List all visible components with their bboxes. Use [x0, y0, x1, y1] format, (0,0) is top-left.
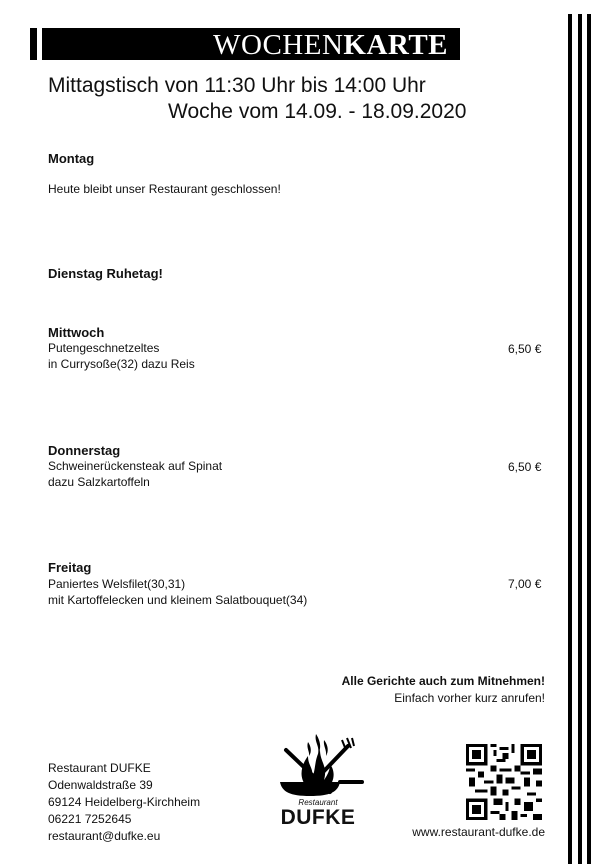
week-range: Woche vom 14.09. - 18.09.2020	[168, 100, 467, 123]
restaurant-name: Restaurant DUFKE	[48, 761, 151, 775]
takeaway-headline: Alle Gerichte auch zum Mitnehmen!	[341, 674, 545, 688]
day-heading-friday: Freitag	[48, 560, 92, 575]
decorative-stripe	[568, 14, 572, 864]
page-title: WOCHENKARTE	[213, 29, 448, 61]
day-text: Heute bleibt unser Restaurant geschlossen!	[48, 182, 281, 196]
dish-line: Putengeschnetzeltes	[48, 341, 160, 355]
takeaway-note: Einfach vorher kurz anrufen!	[394, 691, 545, 705]
email-link[interactable]: restaurant@dufke.eu	[48, 829, 161, 843]
fire-cutlery-icon	[268, 726, 368, 802]
dish-price: 7,00 €	[508, 577, 542, 591]
logo-subtitle: Restaurant	[298, 798, 338, 807]
qr-code[interactable]	[466, 744, 542, 820]
restaurant-logo	[268, 726, 368, 830]
website-link[interactable]: www.restaurant-dufke.de	[412, 825, 545, 839]
qr-code-icon	[466, 744, 542, 820]
address-block	[48, 760, 200, 845]
title-banner	[42, 28, 460, 60]
decorative-stripe	[587, 14, 591, 864]
day-heading-thursday: Donnerstag	[48, 443, 121, 458]
opening-hours: Mittagstisch von 11:30 Uhr bis 14:00 Uhr	[48, 74, 426, 97]
logo-wordmark: DUFKE	[280, 806, 356, 829]
day-heading-wednesday: Mittwoch	[48, 325, 105, 340]
dish-line: in Currysoße(32) dazu Reis	[48, 357, 195, 371]
street: Odenwaldstraße 39	[48, 778, 153, 792]
dish-line: Schweinerückensteak auf Spinat	[48, 459, 223, 473]
city: 69124 Heidelberg-Kirchheim	[48, 795, 201, 809]
decorative-stripe	[578, 14, 582, 864]
dish-price: 6,50 €	[508, 460, 542, 474]
dish-line: Paniertes Welsfilet(30,31)	[48, 577, 186, 591]
day-heading-monday: Montag	[48, 151, 95, 166]
day-heading-tuesday: Dienstag Ruhetag!	[48, 266, 163, 281]
dish-price: 6,50 €	[508, 342, 542, 356]
banner-accent-bar	[30, 28, 37, 60]
phone: 06221 7252645	[48, 812, 132, 826]
dish-line: dazu Salzkartoffeln	[48, 475, 150, 489]
dish-line: mit Kartoffelecken und kleinem Salatbouquet(34)	[48, 593, 308, 607]
